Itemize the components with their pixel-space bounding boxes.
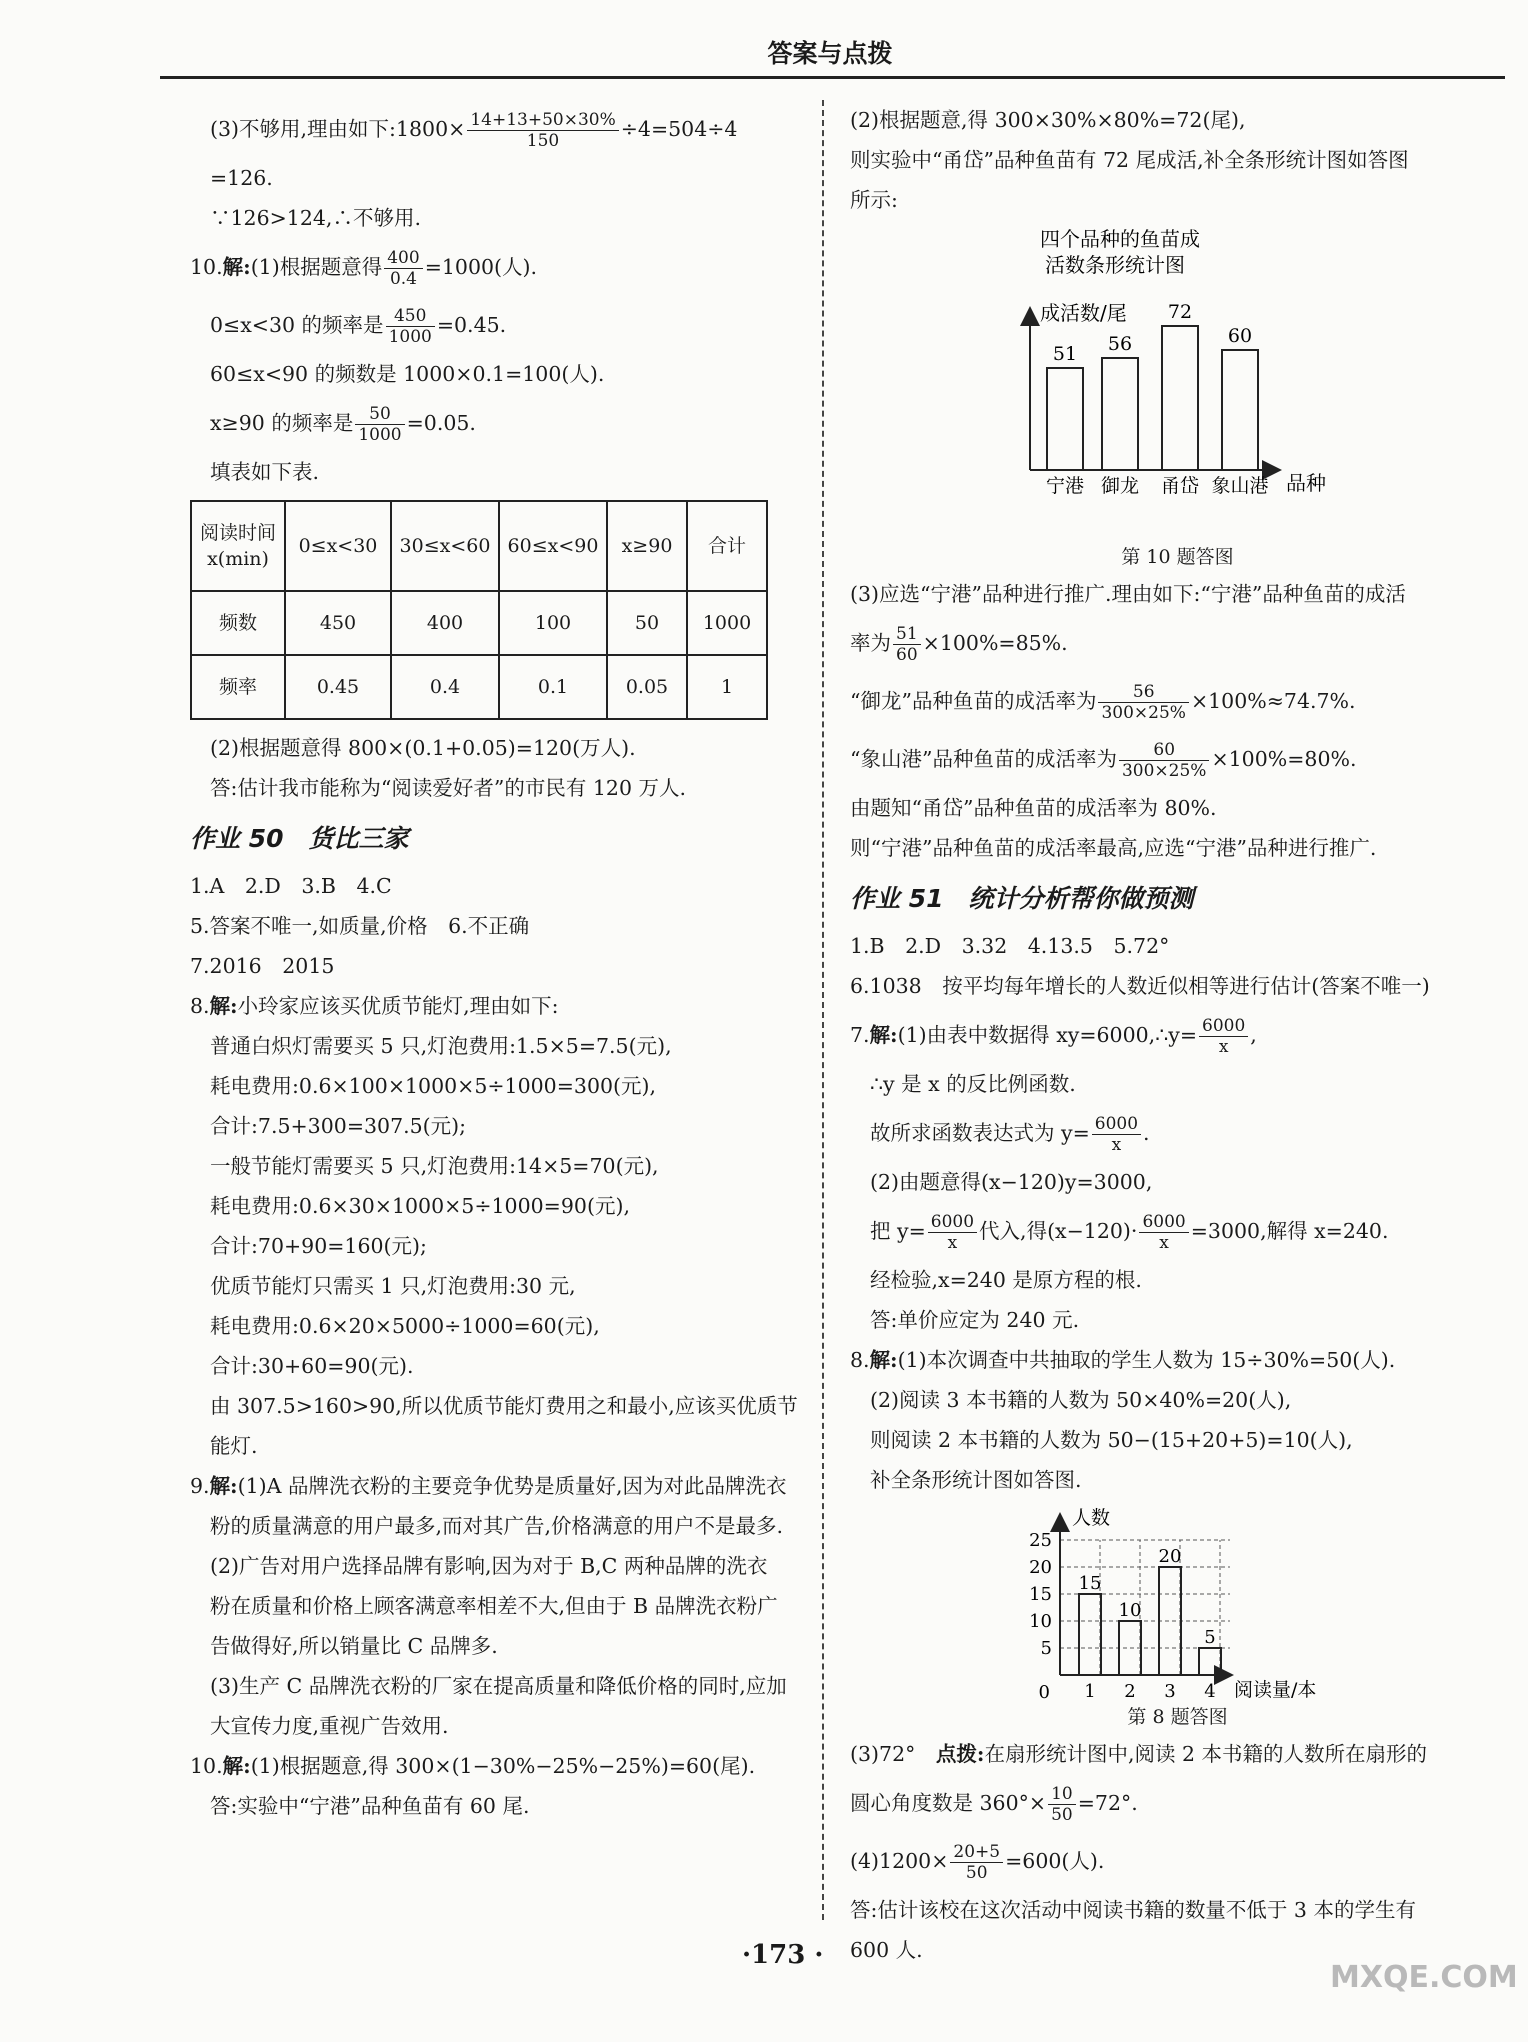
numerator: 6000 (1199, 1016, 1248, 1037)
y-axis-label: 成活数/尾 (1040, 301, 1127, 325)
text: 圆心角度数是 360°× (850, 1791, 1047, 1815)
section-title-hw50: 作业 50 货比三家 (190, 824, 409, 853)
section-title-hw51: 作业 51 统计分析帮你做预测 (850, 884, 1194, 913)
watermark-logo: MXQE.COM (1330, 1960, 1518, 1995)
jie-label: 解: (869, 1023, 898, 1047)
bar-4 (1199, 1648, 1221, 1675)
text: 代入,得(x−120)· (979, 1219, 1138, 1243)
q8-line: 能灯. (210, 1434, 258, 1458)
page-number: ·173 · (742, 1940, 824, 1970)
bar-value-label: 10 (1118, 1600, 1142, 1621)
q10-part2: (2)根据题意得 800×(0.1+0.05)=120(万人). (210, 736, 636, 760)
q10-line1 (190, 238, 810, 296)
q10b-line1 (190, 1746, 810, 1786)
table-header-cell: 0≤x<30 (285, 501, 391, 591)
bar-象山港 (1222, 350, 1258, 470)
q8r-line1 (850, 1340, 1505, 1380)
table-header-cell (191, 501, 285, 591)
category-label: 甬岱 (1160, 475, 1200, 497)
table-cell: 50 (607, 591, 687, 655)
table-cell: 100 (499, 591, 607, 655)
table-row (191, 655, 767, 719)
text: 故所求函数表达式为 y= (870, 1121, 1090, 1145)
jie-label: 解: (209, 994, 238, 1018)
fraction (1139, 1212, 1188, 1253)
q7-line2: ∴y 是 x 的反比例函数. (870, 1072, 1076, 1096)
category-label: 御龙 (1100, 475, 1140, 497)
jie-label: 解: (209, 1474, 238, 1498)
numerator: 400 (384, 248, 422, 269)
text: (1)A 品牌洗衣粉的主要竞争优势是质量好,因为对此品牌洗衣 (237, 1474, 787, 1498)
q7-line3 (850, 1104, 1505, 1162)
text: 8. (850, 1348, 870, 1372)
q3-line2: =126. (210, 166, 273, 190)
page-header-title: 答案与点拨 (767, 39, 893, 68)
q3-line3: ∵126>124,∴不够用. (210, 206, 421, 230)
denominator: x (947, 1233, 958, 1253)
table-header-cell: 合计 (687, 501, 767, 591)
p3-line2 (850, 614, 1505, 672)
q10-line5: 填表如下表. (210, 460, 320, 484)
column-divider (822, 100, 824, 1920)
p3-line4 (850, 730, 1505, 788)
q7-line7: 答:单价应定为 240 元. (870, 1308, 1080, 1332)
p3-line3 (850, 672, 1505, 730)
text: 率为 (850, 631, 891, 655)
table-header-cell: 30≤x<60 (391, 501, 499, 591)
p2-line1: (2)根据题意,得 300×30%×80%=72(尾), (850, 108, 1246, 132)
x-tick-label: 3 (1164, 1681, 1176, 1700)
numerator: 51 (893, 624, 921, 645)
bar-value-label: 15 (1078, 1573, 1102, 1594)
text: x(min) (207, 548, 269, 570)
q8-line1 (190, 986, 810, 1026)
numerator: 10 (1048, 1784, 1076, 1805)
bar-宁港 (1047, 368, 1083, 470)
q9-line: (3)生产 C 品牌洗衣粉的厂家在提高质量和降低价格的同时,应加 (210, 1674, 787, 1698)
bar-value-label: 20 (1158, 1546, 1182, 1567)
q8-line: 耗电费用:0.6×30×1000×5÷1000=90(元), (210, 1194, 630, 1218)
denominator: x (1111, 1135, 1122, 1155)
q10b-answer: 答:实验中“宁港”品种鱼苗有 60 尾. (210, 1794, 530, 1818)
table-header-cell: 60≤x<90 (499, 501, 607, 591)
fraction (1048, 1784, 1076, 1825)
text: ×100%=80%. (1211, 747, 1357, 771)
text: =3000,解得 x=240. (1190, 1219, 1389, 1243)
hint-label: 点拨: (935, 1742, 985, 1766)
q8-line: 合计:7.5+300=307.5(元); (210, 1114, 467, 1138)
denominator: 300×25% (1101, 703, 1186, 723)
bar-value-label: 56 (1107, 333, 1133, 355)
q7-line4: (2)由题意得(x−120)y=3000, (870, 1170, 1153, 1194)
table-cell: 400 (391, 591, 499, 655)
fraction (928, 1212, 977, 1253)
table-cell: 1000 (687, 591, 767, 655)
denominator: 300×25% (1121, 761, 1207, 781)
table-cell: 0.05 (607, 655, 687, 719)
q8-line: 耗电费用:0.6×100×1000×5÷1000=300(元), (210, 1074, 657, 1098)
text: 8. (190, 994, 210, 1018)
header-rule (160, 76, 1505, 79)
fraction (355, 404, 404, 445)
denominator: x (1159, 1233, 1169, 1253)
q7-line1 (850, 1006, 1505, 1064)
hw51-answers-2: 6.1038 按平均每年增长的人数近似相等进行估计(答案不唯一) (850, 974, 1430, 998)
chart1-caption: 第 10 题答图 (1121, 546, 1234, 568)
text: ÷4=504÷4 (620, 117, 738, 141)
y-tick-label: 15 (1029, 1584, 1052, 1605)
text: 7. (850, 1023, 870, 1047)
q10-line4 (190, 394, 810, 452)
text: x≥90 的频率是 (210, 411, 354, 435)
q8r-line2: (2)阅读 3 本书籍的人数为 50×40%=20(人), (870, 1388, 1292, 1412)
hw51-answers-1: 1.B 2.D 3.32 4.13.5 5.72° (850, 934, 1170, 958)
q8-line: 普通白炽灯需要买 5 只,灯泡费用:1.5×5=7.5(元), (210, 1034, 672, 1058)
table-cell: 450 (285, 591, 391, 655)
numerator: 6000 (1139, 1212, 1188, 1233)
fraction (893, 624, 921, 665)
category-label: 象山港 (1211, 475, 1269, 497)
table-row-label: 频率 (191, 655, 285, 719)
text: (3)72° (850, 1742, 936, 1766)
numerator: 450 (386, 306, 435, 327)
table-cell: 0.45 (285, 655, 391, 719)
hw50-answers-1: 1.A 2.D 3.B 4.C (190, 874, 392, 898)
fraction (1119, 740, 1209, 781)
reading-time-table (190, 500, 768, 720)
q9-line: 粉在质量和价格上顾客满意率相差不大,但由于 B 品牌洗衣粉广 (210, 1594, 778, 1618)
denominator: 60 (896, 645, 918, 665)
table-cell: 0.1 (499, 655, 607, 719)
q9-line: (2)广告对用户选择品牌有影响,因为对于 B,C 两种品牌的洗衣 (210, 1554, 768, 1578)
text: 在扇形统计图中,阅读 2 本书籍的人数所在扇形的 (984, 1742, 1428, 1766)
q10-answer: 答:估计我市能称为“阅读爱好者”的市民有 120 万人. (210, 776, 687, 800)
text: ×100%=85%. (922, 631, 1068, 655)
table-row-label: 频数 (191, 591, 285, 655)
text: 把 y= (870, 1219, 926, 1243)
table-header-row (191, 501, 767, 591)
fraction (1092, 1114, 1141, 1155)
text: =72°. (1077, 1791, 1138, 1815)
reading-count-bar-chart (850, 1500, 1500, 1700)
q7-line6: 经检验,x=240 是原方程的根. (870, 1268, 1142, 1292)
category-label: 宁港 (1045, 475, 1085, 497)
x-tick-label: 2 (1124, 1681, 1136, 1700)
chart2-caption: 第 8 题答图 (1127, 1706, 1228, 1728)
denominator: 150 (526, 131, 560, 151)
jie-label: 解: (869, 1348, 898, 1372)
q9-line: 告做得好,所以销量比 C 品牌多. (210, 1634, 498, 1658)
q9-line1 (190, 1466, 810, 1506)
right-column (850, 100, 1505, 1970)
table-header-cell: x≥90 (607, 501, 687, 591)
numerator: 6000 (928, 1212, 977, 1233)
denominator: 1000 (388, 327, 432, 347)
fraction (1098, 682, 1188, 723)
jie-label: 解: (222, 255, 251, 279)
x-tick-label: 4 (1204, 1681, 1216, 1700)
text: 阅读时间 (199, 522, 276, 544)
origin-label: 0 (1038, 1682, 1050, 1700)
bar-甬岱 (1162, 326, 1198, 470)
q8-line: 合计:30+60=90(元). (210, 1354, 414, 1378)
bar-3 (1159, 1567, 1181, 1675)
q8-line: 耗电费用:0.6×20×5000÷1000=60(元), (210, 1314, 600, 1338)
bar-value-label: 72 (1167, 301, 1193, 323)
text: =0.45. (436, 313, 507, 337)
x-axis-label: 品种 (1286, 471, 1326, 495)
q8r-line4: 补全条形统计图如答图. (870, 1468, 1082, 1492)
q8r-answer-line1: 答:估计该校在这次活动中阅读书籍的数量不低于 3 本的学生有 (850, 1898, 1416, 1922)
bar-御龙 (1102, 358, 1138, 470)
text: =0.05. (406, 411, 476, 435)
x-axis-label: 阅读量/本 (1234, 1679, 1317, 1700)
text: (1)由表中数据得 xy=6000,∴y= (897, 1023, 1198, 1047)
text: (1)本次调查中共抽取的学生人数为 15÷30%=50(人). (897, 1348, 1396, 1372)
hw50-answers-3: 7.2016 2015 (190, 954, 335, 978)
text: 10. (190, 1754, 223, 1778)
fish-survival-bar-chart (850, 220, 1500, 540)
numerator: 50 (355, 404, 404, 425)
bar-value-label: 5 (1204, 1627, 1216, 1648)
fraction (386, 306, 435, 347)
q3-line1 (190, 100, 810, 158)
text: 10. (190, 255, 223, 279)
fraction (467, 110, 618, 151)
denominator: 0.4 (389, 269, 417, 289)
y-tick-label: 10 (1029, 1611, 1052, 1632)
p3-line6: 则“宁港”品种鱼苗的成活率最高,应选“宁港”品种进行推广. (850, 836, 1377, 860)
numerator: 56 (1098, 682, 1188, 703)
chart-title-line1: 四个品种的鱼苗成 (1040, 227, 1200, 251)
p2-line2: 则实验中“甬岱”品种鱼苗有 72 尾成活,补全条形统计图如答图 (850, 148, 1409, 172)
q7-line5 (850, 1202, 1505, 1260)
text: (1)根据题意得 (250, 255, 383, 279)
text: (4)1200× (850, 1849, 949, 1873)
q8-line: 合计:70+90=160(元); (210, 1234, 427, 1258)
numerator: 6000 (1092, 1114, 1141, 1135)
q10-line2 (190, 296, 810, 354)
y-axis-label: 人数 (1072, 1507, 1111, 1529)
fraction (1199, 1016, 1248, 1057)
y-tick-label: 20 (1029, 1557, 1052, 1578)
q8-line: 一般节能灯需要买 5 只,灯泡费用:14×5=70(元), (210, 1154, 659, 1178)
chart-title-line2: 活数条形统计图 (1045, 253, 1185, 277)
q8r-part4 (850, 1832, 1505, 1890)
p2-line3: 所示: (850, 188, 898, 212)
text: (1)根据题意,得 300×(1−30%−25%−25%)=60(尾). (250, 1754, 756, 1778)
left-column (190, 100, 810, 1826)
bar-value-label: 51 (1052, 343, 1078, 365)
x-tick-label: 1 (1084, 1681, 1096, 1700)
denominator: 50 (965, 1863, 988, 1883)
table-row (191, 591, 767, 655)
q8r-answer-line2: 600 人. (850, 1938, 923, 1962)
text: 小玲家应该买优质节能灯,理由如下: (237, 994, 559, 1018)
text: ×100%≈74.7%. (1190, 689, 1356, 713)
numerator: 14+13+50×30% (467, 110, 618, 131)
q8r-part3-line1 (850, 1734, 1505, 1774)
denominator: 1000 (358, 425, 402, 445)
text: =1000(人). (424, 255, 538, 279)
table-cell: 1 (687, 655, 767, 719)
text: 0≤x<30 的频率是 (210, 313, 384, 337)
y-tick-label: 25 (1029, 1530, 1052, 1551)
denominator: x (1218, 1037, 1229, 1057)
fraction (384, 248, 422, 289)
p3-line1: (3)应选“宁港”品种进行推广.理由如下:“宁港”品种鱼苗的成活 (850, 582, 1406, 606)
bar-1 (1079, 1594, 1101, 1675)
bars-group (1046, 301, 1269, 497)
p3-line5: 由题知“甬岱”品种鱼苗的成活率为 80%. (850, 796, 1217, 820)
hw50-answers-2: 5.答案不唯一,如质量,价格 6.不正确 (190, 914, 530, 938)
numerator: 20+5 (950, 1842, 1003, 1863)
bar-value-label: 60 (1227, 325, 1253, 347)
q8-line: 优质节能灯只需买 1 只,灯泡费用:30 元, (210, 1274, 576, 1298)
q9-line: 粉的质量满意的用户最多,而对其广告,价格满意的用户不是最多. (210, 1514, 784, 1538)
numerator: 60 (1119, 740, 1209, 761)
text: “象山港”品种鱼苗的成活率为 (850, 747, 1117, 771)
jie-label: 解: (222, 1754, 251, 1778)
text: 9. (190, 1474, 210, 1498)
q9-line: 大宣传力度,重视广告效用. (210, 1714, 449, 1738)
y-tick-label: 5 (1040, 1638, 1052, 1659)
text: . (1143, 1121, 1150, 1145)
denominator: 50 (1051, 1805, 1073, 1825)
q8r-part3-line2 (850, 1774, 1505, 1832)
text: (3)不够用,理由如下:1800× (210, 117, 466, 141)
text: “御龙”品种鱼苗的成活率为 (850, 689, 1097, 713)
q8-line: 由 307.5>160>90,所以优质节能灯费用之和最小,应该买优质节 (210, 1394, 798, 1418)
fraction (950, 1842, 1003, 1883)
q8r-line3: 则阅读 2 本书籍的人数为 50−(15+20+5)=10(人), (870, 1428, 1353, 1452)
table-cell: 0.4 (391, 655, 499, 719)
text: , (1250, 1023, 1257, 1047)
text: =600(人). (1005, 1849, 1105, 1873)
q10-line3: 60≤x<90 的频数是 1000×0.1=100(人). (210, 362, 605, 386)
